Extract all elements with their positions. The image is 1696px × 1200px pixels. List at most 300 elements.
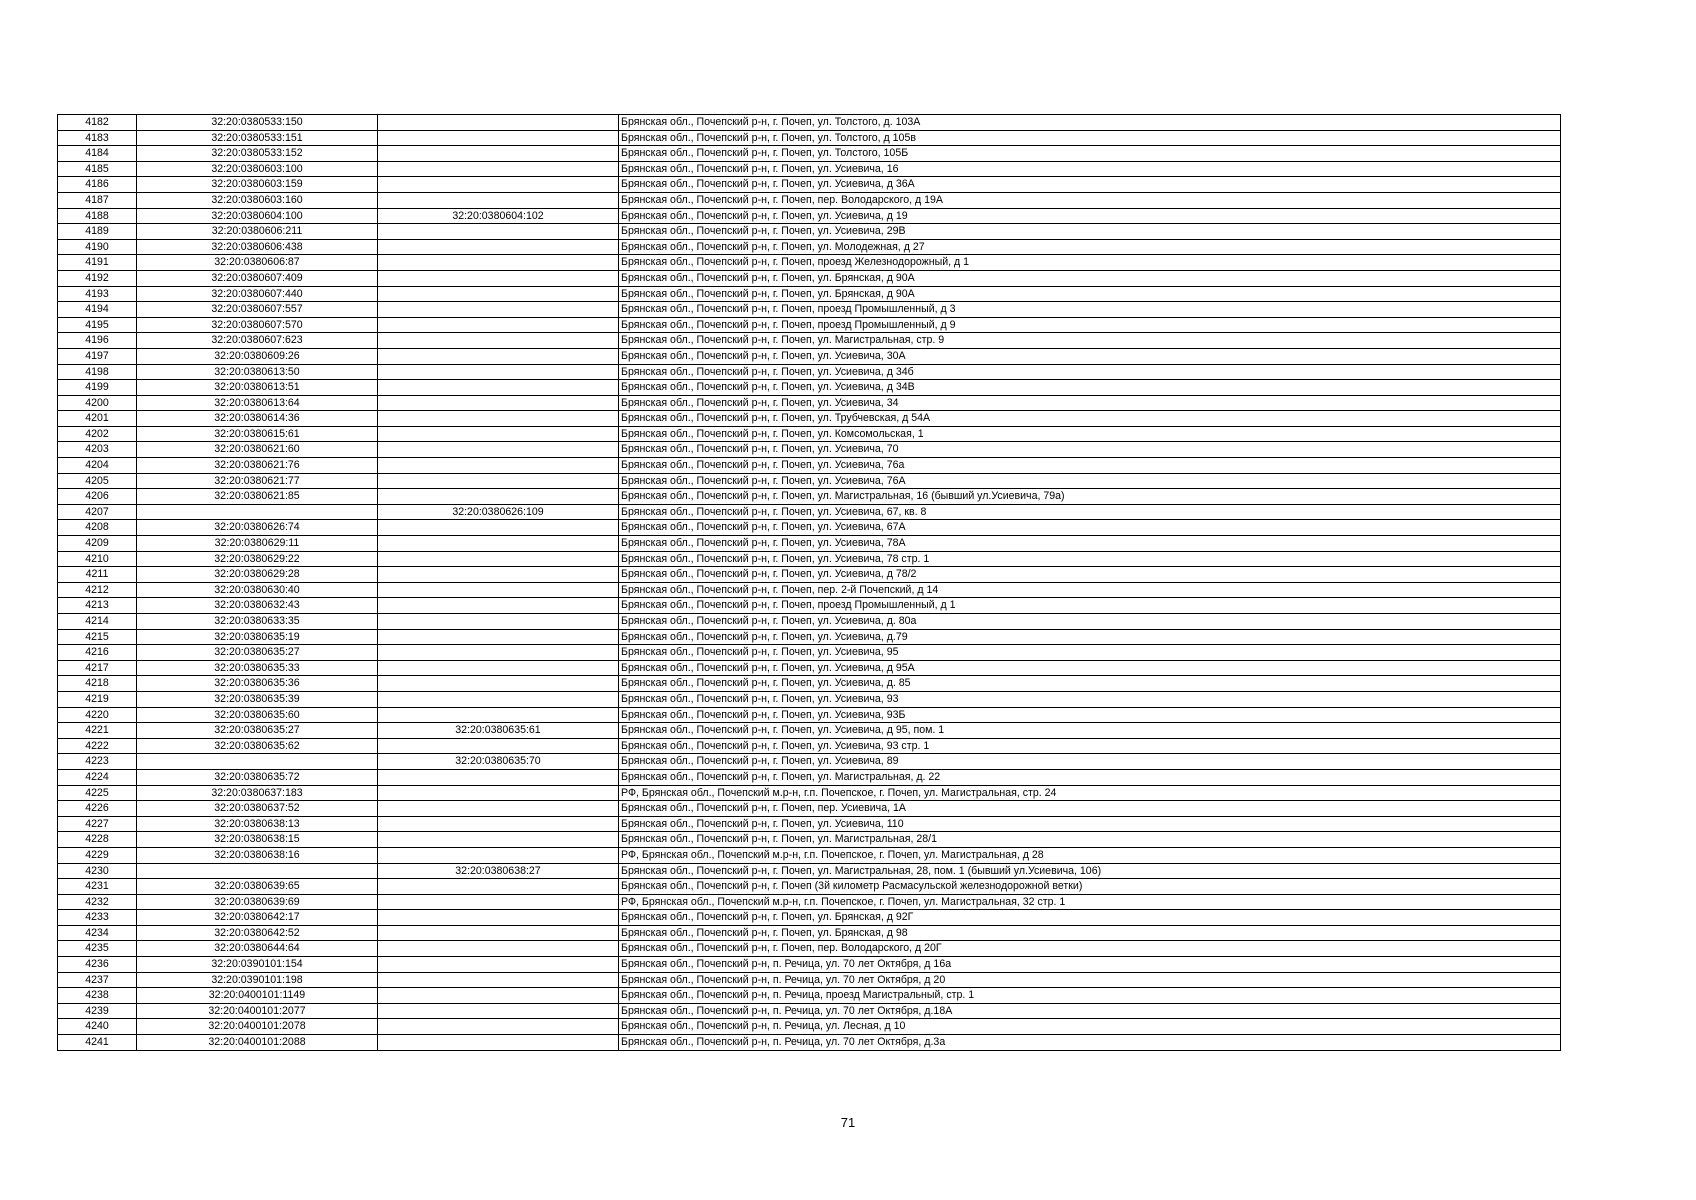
parent-cadastral-number-cell [378, 192, 619, 208]
row-number-cell: 4239 [58, 1003, 137, 1019]
address-cell: Брянская обл., Почепский р-н, п. Речица, ул. 70 лет Октября, д 16а [619, 957, 1561, 973]
table-row [58, 411, 1561, 427]
parent-cadastral-number-cell [378, 411, 619, 427]
address-cell: Брянская обл., Почепский р-н, г. Почеп (3й километр Расмасульской железнодорожной ветки) [619, 879, 1561, 895]
table-row [58, 972, 1561, 988]
row-number-cell: 4238 [58, 988, 137, 1004]
cadastral-number-cell [137, 504, 378, 520]
parent-cadastral-number-cell [378, 317, 619, 333]
row-number-cell: 4206 [58, 489, 137, 505]
cadastral-number-cell: 32:20:0380606:438 [137, 239, 378, 255]
address-cell: Брянская обл., Почепский р-н, г. Почеп, ул. Усиевича, 89 [619, 754, 1561, 770]
cadastral-number-cell: 32:20:0380635:60 [137, 707, 378, 723]
row-number-cell: 4226 [58, 801, 137, 817]
parent-cadastral-number-cell [378, 894, 619, 910]
table-row [58, 660, 1561, 676]
parent-cadastral-number-cell [378, 1003, 619, 1019]
row-number-cell: 4215 [58, 629, 137, 645]
address-cell: Брянская обл., Почепский р-н, г. Почеп, пер. 2-й Почепский, д 14 [619, 582, 1561, 598]
row-number-cell: 4219 [58, 691, 137, 707]
table-row [58, 333, 1561, 349]
parent-cadastral-number-cell [378, 707, 619, 723]
parent-cadastral-number-cell: 32:20:0380635:70 [378, 754, 619, 770]
parent-cadastral-number-cell [378, 972, 619, 988]
cadastral-number-cell: 32:20:0380635:19 [137, 629, 378, 645]
address-cell: Брянская обл., Почепский р-н, г. Почеп, ул. Усиевича, 93Б [619, 707, 1561, 723]
cadastral-number-cell: 32:20:0390101:154 [137, 957, 378, 973]
table-row [58, 302, 1561, 318]
row-number-cell: 4193 [58, 286, 137, 302]
row-number-cell: 4231 [58, 879, 137, 895]
cadastral-number-cell: 32:20:0380613:50 [137, 364, 378, 380]
parent-cadastral-number-cell [378, 567, 619, 583]
address-cell: Брянская обл., Почепский р-н, г. Почеп, ул. Усиевича, 70 [619, 442, 1561, 458]
parent-cadastral-number-cell [378, 536, 619, 552]
table-row [58, 239, 1561, 255]
parent-cadastral-number-cell [378, 239, 619, 255]
address-cell: Брянская обл., Почепский р-н, г. Почеп, ул. Магистральная, 16 (бывший ул.Усиевича, 79а) [619, 489, 1561, 505]
address-cell: Брянская обл., Почепский р-н, г. Почеп, проезд Промышленный, д 9 [619, 317, 1561, 333]
address-cell: Брянская обл., Почепский р-н, г. Почеп, ул. Усиевича, 78А [619, 536, 1561, 552]
row-number-cell: 4212 [58, 582, 137, 598]
table-row [58, 380, 1561, 396]
parent-cadastral-number-cell [378, 1019, 619, 1035]
cadastral-number-cell: 32:20:0380637:52 [137, 801, 378, 817]
parent-cadastral-number-cell [378, 458, 619, 474]
address-cell: Брянская обл., Почепский р-н, г. Почеп, ул. Усиевича, д. 80а [619, 614, 1561, 630]
parent-cadastral-number-cell [378, 801, 619, 817]
cadastral-number-cell: 32:20:0380603:159 [137, 177, 378, 193]
address-cell: Брянская обл., Почепский р-н, г. Почеп, проезд Железнодорожный, д 1 [619, 255, 1561, 271]
parent-cadastral-number-cell [378, 738, 619, 754]
property-registry-table [57, 114, 1561, 1051]
row-number-cell: 4241 [58, 1035, 137, 1051]
cadastral-number-cell: 32:20:0380642:52 [137, 925, 378, 941]
address-cell: Брянская обл., Почепский р-н, г. Почеп, ул. Усиевича, 110 [619, 816, 1561, 832]
cadastral-number-cell [137, 863, 378, 879]
parent-cadastral-number-cell [378, 785, 619, 801]
row-number-cell: 4186 [58, 177, 137, 193]
address-cell: Брянская обл., Почепский р-н, г. Почеп, ул. Усиевича, 16 [619, 161, 1561, 177]
cadastral-number-cell: 32:20:0380621:60 [137, 442, 378, 458]
address-cell: Брянская обл., Почепский р-н, п. Речица, ул. Лесная, д 10 [619, 1019, 1561, 1035]
row-number-cell: 4184 [58, 146, 137, 162]
cadastral-number-cell: 32:20:0380626:74 [137, 520, 378, 536]
cadastral-number-cell: 32:20:0380613:51 [137, 380, 378, 396]
cadastral-number-cell: 32:20:0380614:36 [137, 411, 378, 427]
row-number-cell: 4233 [58, 910, 137, 926]
table-row [58, 894, 1561, 910]
cadastral-number-cell: 32:20:0380533:150 [137, 115, 378, 131]
parent-cadastral-number-cell [378, 879, 619, 895]
table-row [58, 364, 1561, 380]
address-cell: Брянская обл., Почепский р-н, г. Почеп, ул. Усиевича, 95 [619, 645, 1561, 661]
cadastral-number-cell: 32:20:0380621:85 [137, 489, 378, 505]
address-cell: Брянская обл., Почепский р-н, г. Почеп, проезд Промышленный, д 1 [619, 598, 1561, 614]
table-row [58, 520, 1561, 536]
table-row [58, 286, 1561, 302]
table-row [58, 1003, 1561, 1019]
row-number-cell: 4202 [58, 426, 137, 442]
cadastral-number-cell: 32:20:0380642:17 [137, 910, 378, 926]
cadastral-number-cell: 32:20:0380635:36 [137, 676, 378, 692]
cadastral-number-cell: 32:20:0380635:62 [137, 738, 378, 754]
cadastral-number-cell: 32:20:0380637:183 [137, 785, 378, 801]
row-number-cell: 4191 [58, 255, 137, 271]
cadastral-number-cell: 32:20:0380609:26 [137, 348, 378, 364]
parent-cadastral-number-cell [378, 380, 619, 396]
parent-cadastral-number-cell [378, 660, 619, 676]
cadastral-number-cell: 32:20:0380603:100 [137, 161, 378, 177]
cadastral-number-cell: 32:20:0380635:33 [137, 660, 378, 676]
table-body [58, 115, 1561, 1051]
parent-cadastral-number-cell: 32:20:0380635:61 [378, 723, 619, 739]
cadastral-number-cell: 32:20:0400101:2077 [137, 1003, 378, 1019]
cadastral-number-cell: 32:20:0380638:13 [137, 816, 378, 832]
cadastral-number-cell: 32:20:0380633:35 [137, 614, 378, 630]
cadastral-number-cell: 32:20:0380635:27 [137, 645, 378, 661]
address-cell: Брянская обл., Почепский р-н, г. Почеп, ул. Усиевича, 30А [619, 348, 1561, 364]
row-number-cell: 4240 [58, 1019, 137, 1035]
cadastral-number-cell: 32:20:0380613:64 [137, 395, 378, 411]
address-cell: Брянская обл., Почепский р-н, г. Почеп, ул. Брянская, д 98 [619, 925, 1561, 941]
table-row [58, 458, 1561, 474]
cadastral-number-cell: 32:20:0380533:152 [137, 146, 378, 162]
address-cell: Брянская обл., Почепский р-н, г. Почеп, ул. Магистральная, д. 22 [619, 769, 1561, 785]
address-cell: Брянская обл., Почепский р-н, г. Почеп, ул. Трубчевская, д 54А [619, 411, 1561, 427]
address-cell: Брянская обл., Почепский р-н, г. Почеп, пер. Володарского, д 19А [619, 192, 1561, 208]
address-cell: Брянская обл., Почепский р-н, г. Почеп, пер. Володарского, д 20Г [619, 941, 1561, 957]
address-cell: Брянская обл., Почепский р-н, г. Почеп, ул. Комсомольская, 1 [619, 426, 1561, 442]
row-number-cell: 4196 [58, 333, 137, 349]
table-row [58, 957, 1561, 973]
row-number-cell: 4211 [58, 567, 137, 583]
address-cell: Брянская обл., Почепский р-н, п. Речица, ул. 70 лет Октября, д.18А [619, 1003, 1561, 1019]
address-cell: Брянская обл., Почепский р-н, г. Почеп, ул. Толстого, д 105в [619, 130, 1561, 146]
row-number-cell: 4187 [58, 192, 137, 208]
row-number-cell: 4200 [58, 395, 137, 411]
address-cell: Брянская обл., Почепский р-н, г. Почеп, ул. Усиевича, д 34б [619, 364, 1561, 380]
table-row [58, 832, 1561, 848]
table-row [58, 146, 1561, 162]
table-row [58, 816, 1561, 832]
cadastral-number-cell: 32:20:0380607:440 [137, 286, 378, 302]
address-cell: Брянская обл., Почепский р-н, г. Почеп, ул. Усиевича, 76а [619, 458, 1561, 474]
table-row [58, 1019, 1561, 1035]
row-number-cell: 4195 [58, 317, 137, 333]
parent-cadastral-number-cell [378, 691, 619, 707]
cadastral-number-cell: 32:20:0380629:28 [137, 567, 378, 583]
row-number-cell: 4185 [58, 161, 137, 177]
row-number-cell: 4229 [58, 847, 137, 863]
parent-cadastral-number-cell [378, 910, 619, 926]
row-number-cell: 4223 [58, 754, 137, 770]
address-cell: Брянская обл., Почепский р-н, г. Почеп, ул. Усиевича, 34 [619, 395, 1561, 411]
address-cell: Брянская обл., Почепский р-н, г. Почеп, ул. Молодежная, д 27 [619, 239, 1561, 255]
address-cell: Брянская обл., Почепский р-н, г. Почеп, ул. Усиевича, 93 стр. 1 [619, 738, 1561, 754]
table-row [58, 504, 1561, 520]
table-row [58, 536, 1561, 552]
parent-cadastral-number-cell [378, 957, 619, 973]
table-row [58, 473, 1561, 489]
cadastral-number-cell: 32:20:0380630:40 [137, 582, 378, 598]
parent-cadastral-number-cell: 32:20:0380626:109 [378, 504, 619, 520]
page-number: 71 [840, 1115, 856, 1130]
row-number-cell: 4213 [58, 598, 137, 614]
table-row [58, 676, 1561, 692]
row-number-cell: 4198 [58, 364, 137, 380]
table-row [58, 582, 1561, 598]
parent-cadastral-number-cell [378, 941, 619, 957]
address-cell: Брянская обл., Почепский р-н, г. Почеп, ул. Усиевича, 93 [619, 691, 1561, 707]
row-number-cell: 4237 [58, 972, 137, 988]
address-cell: Брянская обл., Почепский р-н, г. Почеп, ул. Усиевича, 67, кв. 8 [619, 504, 1561, 520]
address-cell: Брянская обл., Почепский р-н, г. Почеп, ул. Усиевича, д 34В [619, 380, 1561, 396]
address-cell: Брянская обл., Почепский р-н, г. Почеп, ул. Усиевича, д. 85 [619, 676, 1561, 692]
address-cell: Брянская обл., Почепский р-н, г. Почеп, ул. Усиевича, 76А [619, 473, 1561, 489]
parent-cadastral-number-cell [378, 161, 619, 177]
cadastral-number-cell: 32:20:0380607:557 [137, 302, 378, 318]
cadastral-number-cell: 32:20:0390101:198 [137, 972, 378, 988]
row-number-cell: 4183 [58, 130, 137, 146]
table-row [58, 426, 1561, 442]
cadastral-number-cell: 32:20:0380621:77 [137, 473, 378, 489]
parent-cadastral-number-cell [378, 925, 619, 941]
address-cell: Брянская обл., Почепский р-н, г. Почеп, ул. Брянская, д 90А [619, 286, 1561, 302]
table-row [58, 754, 1561, 770]
parent-cadastral-number-cell [378, 847, 619, 863]
parent-cadastral-number-cell [378, 270, 619, 286]
parent-cadastral-number-cell [378, 224, 619, 240]
row-number-cell: 4189 [58, 224, 137, 240]
cadastral-number-cell: 32:20:0380607:409 [137, 270, 378, 286]
table-row [58, 629, 1561, 645]
table-row [58, 879, 1561, 895]
parent-cadastral-number-cell [378, 115, 619, 131]
address-cell: Брянская обл., Почепский р-н, г. Почеп, ул. Усиевича, д.79 [619, 629, 1561, 645]
table-row [58, 192, 1561, 208]
parent-cadastral-number-cell [378, 348, 619, 364]
row-number-cell: 4218 [58, 676, 137, 692]
row-number-cell: 4216 [58, 645, 137, 661]
cadastral-number-cell: 32:20:0380639:65 [137, 879, 378, 895]
cadastral-number-cell: 32:20:0380615:61 [137, 426, 378, 442]
row-number-cell: 4224 [58, 769, 137, 785]
row-number-cell: 4201 [58, 411, 137, 427]
address-cell: Брянская обл., Почепский р-н, г. Почеп, ул. Брянская, д 90А [619, 270, 1561, 286]
cadastral-number-cell: 32:20:0380639:69 [137, 894, 378, 910]
row-number-cell: 4188 [58, 208, 137, 224]
address-cell: Брянская обл., Почепский р-н, г. Почеп, ул. Магистральная, стр. 9 [619, 333, 1561, 349]
table-row [58, 738, 1561, 754]
table-row [58, 567, 1561, 583]
parent-cadastral-number-cell [378, 988, 619, 1004]
parent-cadastral-number-cell [378, 769, 619, 785]
row-number-cell: 4230 [58, 863, 137, 879]
parent-cadastral-number-cell [378, 473, 619, 489]
table-row [58, 317, 1561, 333]
row-number-cell: 4205 [58, 473, 137, 489]
table-row [58, 551, 1561, 567]
row-number-cell: 4210 [58, 551, 137, 567]
parent-cadastral-number-cell [378, 582, 619, 598]
address-cell: Брянская обл., Почепский р-н, г. Почеп, ул. Магистральная, 28, пом. 1 (бывший ул.Усиевича, 106) [619, 863, 1561, 879]
row-number-cell: 4217 [58, 660, 137, 676]
address-cell: Брянская обл., Почепский р-н, г. Почеп, ул. Брянская, д 92Г [619, 910, 1561, 926]
address-cell: Брянская обл., Почепский р-н, г. Почеп, ул. Толстого, д. 103А [619, 115, 1561, 131]
address-cell: Брянская обл., Почепский р-н, г. Почеп, ул. Усиевича, д 36А [619, 177, 1561, 193]
table-row [58, 1035, 1561, 1051]
parent-cadastral-number-cell [378, 832, 619, 848]
address-cell: Брянская обл., Почепский р-н, г. Почеп, ул. Усиевича, 29В [619, 224, 1561, 240]
parent-cadastral-number-cell [378, 130, 619, 146]
row-number-cell: 4222 [58, 738, 137, 754]
table-row [58, 941, 1561, 957]
table-row [58, 489, 1561, 505]
cadastral-number-cell: 32:20:0380606:211 [137, 224, 378, 240]
address-cell: РФ, Брянская обл., Почепский м.р-н, г.п. Почепское, г. Почеп, ул. Магистральная, д 28 [619, 847, 1561, 863]
row-number-cell: 4204 [58, 458, 137, 474]
table-row [58, 442, 1561, 458]
table-row [58, 348, 1561, 364]
address-cell: Брянская обл., Почепский р-н, г. Почеп, ул. Усиевича, 78 стр. 1 [619, 551, 1561, 567]
row-number-cell: 4199 [58, 380, 137, 396]
cadastral-number-cell: 32:20:0380644:64 [137, 941, 378, 957]
address-cell: Брянская обл., Почепский р-н, г. Почеп, ул. Магистральная, 28/1 [619, 832, 1561, 848]
address-cell: Брянская обл., Почепский р-н, г. Почеп, пер. Усиевича, 1А [619, 801, 1561, 817]
address-cell: Брянская обл., Почепский р-н, г. Почеп, ул. Усиевича, д 95, пом. 1 [619, 723, 1561, 739]
table-row [58, 395, 1561, 411]
cadastral-number-cell: 32:20:0380635:39 [137, 691, 378, 707]
cadastral-number-cell: 32:20:0380632:43 [137, 598, 378, 614]
address-cell: Брянская обл., Почепский р-н, г. Почеп, ул. Усиевича, д 95А [619, 660, 1561, 676]
row-number-cell: 4208 [58, 520, 137, 536]
table-row [58, 847, 1561, 863]
parent-cadastral-number-cell [378, 255, 619, 271]
row-number-cell: 4207 [58, 504, 137, 520]
address-cell: Брянская обл., Почепский р-н, г. Почеп, ул. Усиевича, 67А [619, 520, 1561, 536]
cadastral-number-cell: 32:20:0380607:623 [137, 333, 378, 349]
table-row [58, 255, 1561, 271]
cadastral-number-cell: 32:20:0400101:1149 [137, 988, 378, 1004]
row-number-cell: 4209 [58, 536, 137, 552]
row-number-cell: 4227 [58, 816, 137, 832]
parent-cadastral-number-cell [378, 395, 619, 411]
cadastral-number-cell: 32:20:0380635:27 [137, 723, 378, 739]
parent-cadastral-number-cell [378, 286, 619, 302]
table-row [58, 224, 1561, 240]
cadastral-number-cell: 32:20:0380635:72 [137, 769, 378, 785]
parent-cadastral-number-cell [378, 645, 619, 661]
table-row [58, 863, 1561, 879]
address-cell: РФ, Брянская обл., Почепский м.р-н, г.п. Почепское, г. Почеп, ул. Магистральная, стр. 24 [619, 785, 1561, 801]
parent-cadastral-number-cell [378, 629, 619, 645]
table-row [58, 115, 1561, 131]
cadastral-number-cell: 32:20:0380621:76 [137, 458, 378, 474]
cadastral-number-cell [137, 754, 378, 770]
cadastral-number-cell: 32:20:0380606:87 [137, 255, 378, 271]
row-number-cell: 4232 [58, 894, 137, 910]
table-row [58, 270, 1561, 286]
row-number-cell: 4228 [58, 832, 137, 848]
parent-cadastral-number-cell [378, 520, 619, 536]
cadastral-number-cell: 32:20:0400101:2078 [137, 1019, 378, 1035]
row-number-cell: 4182 [58, 115, 137, 131]
address-cell: РФ, Брянская обл., Почепский м.р-н, г.п. Почепское, г. Почеп, ул. Магистральная, 32 стр. 1 [619, 894, 1561, 910]
parent-cadastral-number-cell: 32:20:0380604:102 [378, 208, 619, 224]
parent-cadastral-number-cell [378, 302, 619, 318]
address-cell: Брянская обл., Почепский р-н, г. Почеп, проезд Промышленный, д 3 [619, 302, 1561, 318]
cadastral-number-cell: 32:20:0380607:570 [137, 317, 378, 333]
parent-cadastral-number-cell: 32:20:0380638:27 [378, 863, 619, 879]
row-number-cell: 4220 [58, 707, 137, 723]
row-number-cell: 4190 [58, 239, 137, 255]
row-number-cell: 4236 [58, 957, 137, 973]
parent-cadastral-number-cell [378, 614, 619, 630]
table-row [58, 130, 1561, 146]
row-number-cell: 4235 [58, 941, 137, 957]
cadastral-number-cell: 32:20:0380604:100 [137, 208, 378, 224]
parent-cadastral-number-cell [378, 146, 619, 162]
parent-cadastral-number-cell [378, 489, 619, 505]
table-row [58, 707, 1561, 723]
address-cell: Брянская обл., Почепский р-н, г. Почеп, ул. Усиевича, д 78/2 [619, 567, 1561, 583]
address-cell: Брянская обл., Почепский р-н, п. Речица, ул. 70 лет Октября, д.3а [619, 1035, 1561, 1051]
parent-cadastral-number-cell [378, 442, 619, 458]
row-number-cell: 4221 [58, 723, 137, 739]
parent-cadastral-number-cell [378, 676, 619, 692]
cadastral-number-cell: 32:20:0400101:2088 [137, 1035, 378, 1051]
parent-cadastral-number-cell [378, 426, 619, 442]
parent-cadastral-number-cell [378, 333, 619, 349]
table-row [58, 598, 1561, 614]
table-row [58, 208, 1561, 224]
cadastral-number-cell: 32:20:0380629:22 [137, 551, 378, 567]
parent-cadastral-number-cell [378, 1035, 619, 1051]
cadastral-number-cell: 32:20:0380603:160 [137, 192, 378, 208]
table-row [58, 161, 1561, 177]
row-number-cell: 4214 [58, 614, 137, 630]
cadastral-number-cell: 32:20:0380638:15 [137, 832, 378, 848]
parent-cadastral-number-cell [378, 816, 619, 832]
parent-cadastral-number-cell [378, 598, 619, 614]
cadastral-number-cell: 32:20:0380533:151 [137, 130, 378, 146]
table-row [58, 614, 1561, 630]
address-cell: Брянская обл., Почепский р-н, г. Почеп, ул. Толстого, 105Б [619, 146, 1561, 162]
row-number-cell: 4234 [58, 925, 137, 941]
row-number-cell: 4194 [58, 302, 137, 318]
parent-cadastral-number-cell [378, 177, 619, 193]
parent-cadastral-number-cell [378, 551, 619, 567]
table-row [58, 723, 1561, 739]
table-row [58, 925, 1561, 941]
row-number-cell: 4225 [58, 785, 137, 801]
row-number-cell: 4197 [58, 348, 137, 364]
row-number-cell: 4203 [58, 442, 137, 458]
table-row [58, 177, 1561, 193]
cadastral-number-cell: 32:20:0380629:11 [137, 536, 378, 552]
table-row [58, 988, 1561, 1004]
cadastral-number-cell: 32:20:0380638:16 [137, 847, 378, 863]
parent-cadastral-number-cell [378, 364, 619, 380]
address-cell: Брянская обл., Почепский р-н, п. Речица, ул. 70 лет Октября, д 20 [619, 972, 1561, 988]
row-number-cell: 4192 [58, 270, 137, 286]
table-row [58, 785, 1561, 801]
table-row [58, 801, 1561, 817]
table-row [58, 645, 1561, 661]
table-row [58, 910, 1561, 926]
address-cell: Брянская обл., Почепский р-н, п. Речица, проезд Магистральный, стр. 1 [619, 988, 1561, 1004]
